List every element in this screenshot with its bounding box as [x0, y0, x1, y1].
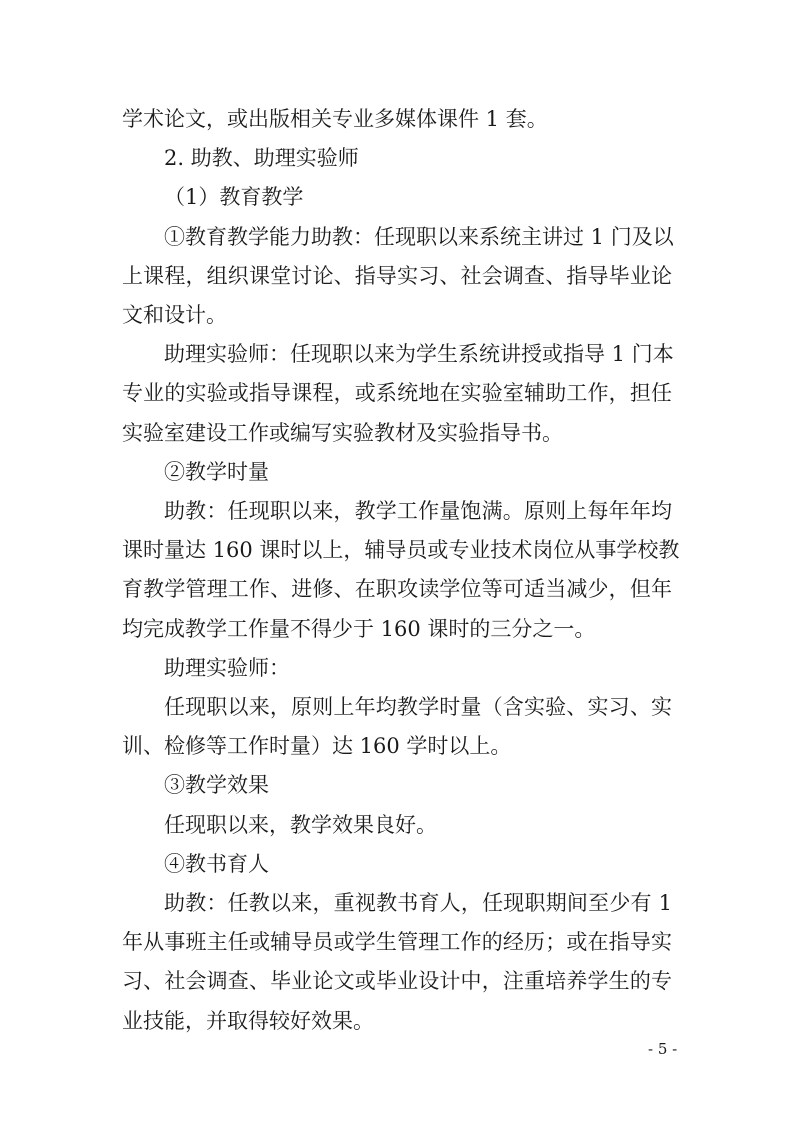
text-line-6: 文和设计。: [122, 303, 227, 327]
item-heading-teaching-effect: ③教学效果: [164, 773, 269, 798]
text-line-1: 学术论文，或出版相关专业多媒体课件 1 套。: [122, 107, 548, 131]
text-line-5: 上课程，组织课堂讨论、指导实习、社会调查、指导毕业论: [122, 263, 672, 288]
text-line-13: 育教学管理工作、进修、在职攻读学位等可适当减少，但年: [122, 577, 672, 602]
subsection-heading-teaching: （1）教育教学: [164, 185, 304, 210]
item-heading-educating: ④教书育人: [164, 851, 269, 876]
text-line-4: ①教育教学能力助教：任现职以来系统主讲过 1 门及以: [164, 224, 674, 249]
text-line-24: 业技能，并取得较好效果。: [122, 1008, 374, 1033]
text-line-9: 实验室建设工作或编写实验教材及实验指导书。: [122, 420, 563, 445]
text-line-14: 均完成教学工作量不得少于 160 课时的三分之一。: [122, 616, 596, 641]
text-line-11: 助教：任现职以来，教学工作量饱满。原则上每年年均: [164, 499, 672, 523]
text-line-7: 助理实验师：任现职以来为学生系统讲授或指导 1 门本: [164, 342, 674, 367]
text-line-8: 专业的实验或指导课程，或系统地在实验室辅助工作，担任: [122, 381, 672, 406]
text-line-21: 助教：任教以来，重视教书育人，任现职期间至少有 1: [164, 891, 672, 915]
text-line-16: 任现职以来，原则上年均教学时量（含实验、实习、实: [164, 695, 672, 719]
text-line-22: 年从事班主任或辅导员或学生管理工作的经历；或在指导实: [122, 930, 672, 955]
item-heading-teaching-hours: ②教学时量: [164, 459, 269, 484]
text-line-15: 助理实验师：: [164, 655, 290, 680]
text-line-17: 训、检修等工作时量）达 160 学时以上。: [122, 734, 512, 759]
text-line-19: 任现职以来，教学效果良好。: [164, 812, 437, 837]
text-line-12: 课时量达 160 课时以上，辅导员或专业技术岗位从事学校教: [122, 538, 680, 563]
page-number: - 5 -: [648, 1040, 678, 1058]
section-heading-assistant: 2. 助教、助理实验师: [164, 146, 359, 171]
text-line-23: 习、社会调查、毕业论文或毕业设计中，注重培养学生的专: [122, 969, 672, 994]
